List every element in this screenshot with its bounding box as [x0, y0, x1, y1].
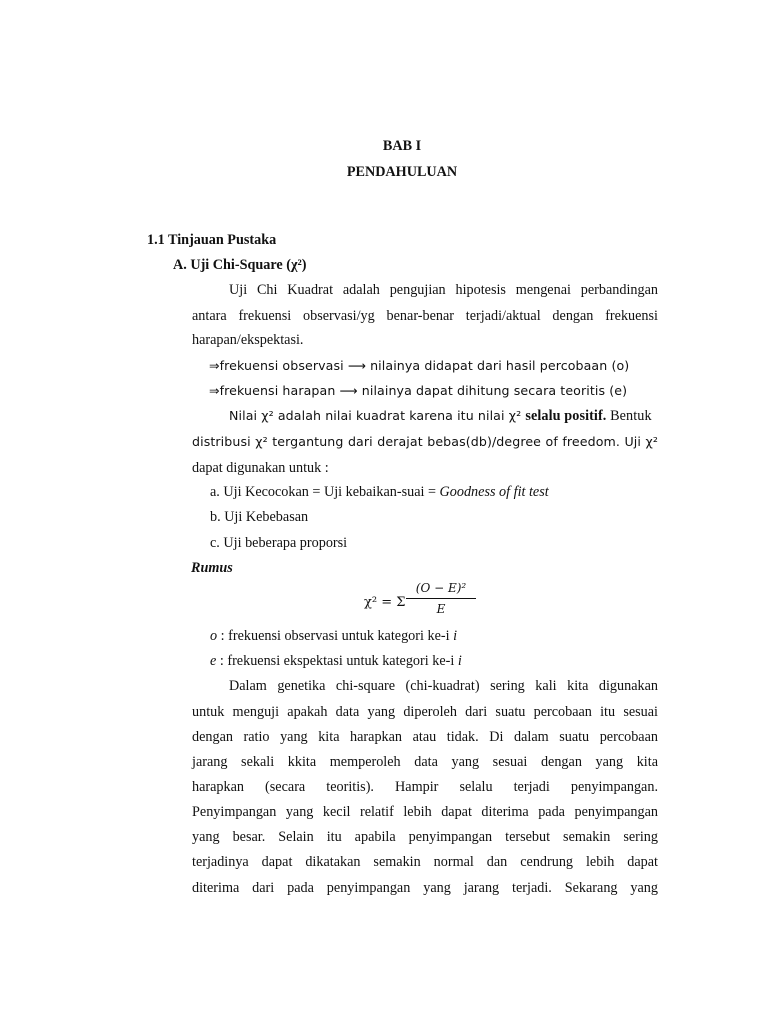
genetics-line-8: terjadinya dapat dikatakan semakin normal dan cendrung lebih dapat — [192, 854, 658, 870]
formula-denominator: E — [436, 602, 446, 616]
fraction-bar — [406, 598, 476, 599]
genetics-line-1: Dalam genetika chi-square (chi-kuadrat) sering kali kita digunakan — [229, 678, 658, 694]
definition-o-index: i — [453, 628, 458, 644]
definition-o-symbol: o — [210, 628, 218, 644]
chi-positive-bold: selalu positif. — [525, 408, 607, 424]
genetics-line-7: yang besar. Selain itu apabila penyimpangan tersebut semakin sering — [192, 829, 658, 845]
use-item-b: b. Uji Kebebasan — [210, 509, 309, 525]
definition-o-text: : frekuensi observasi untuk kategori ke-i — [217, 628, 454, 644]
chi-distribution-line: distribusi χ² tergantung dari derajat bebas(db)/degree of freedom. Uji χ² — [192, 434, 658, 449]
formula-fraction — [406, 580, 476, 617]
intro-line-3: harapan/ekspektasi. — [192, 332, 304, 348]
genetics-line-5: harapkan (secara teoritis). Hampir selalu terjadi penyimpangan. — [192, 779, 658, 795]
genetics-line-2: untuk menguji apakah data yang diperoleh dari suatu percobaan itu sesuai — [192, 704, 658, 720]
intro-line-1: Uji Chi Kuadrat adalah pengujian hipotesis mengenai perbandingan — [229, 282, 658, 298]
chapter-title: PENDAHULUAN — [346, 164, 458, 180]
use-item-c: c. Uji beberapa proporsi — [210, 535, 348, 551]
use-item-a-italic: Goodness of fit test — [439, 484, 549, 500]
use-item-a — [210, 482, 549, 502]
chi-positive-line — [229, 406, 652, 426]
genetics-line-6: Penyimpangan yang kecil relatif lebih dapat diterima pada penyimpangan — [192, 804, 658, 820]
formula-numerator: (O − E)² — [415, 581, 467, 595]
definition-o — [210, 626, 457, 646]
observed-frequency-note: ⇒frekuensi observasi ⟶ nilainya didapat dari hasil percobaan (o) — [209, 358, 630, 373]
chi-positive-post: Bentuk — [606, 408, 652, 424]
genetics-line-4: jarang sekali kkita memperoleh data yang sesuai dengan yang kita — [192, 754, 658, 770]
definition-e-symbol: e — [210, 653, 217, 669]
genetics-line-3: dengan ratio yang kita harapkan atau tidak. Di dalam suatu percobaan — [192, 729, 658, 745]
intro-line-2: antara frekuensi observasi/yg benar-benar terjadi/aktual dengan frekuensi — [192, 308, 658, 324]
definition-e-text: : frekuensi ekspektasi untuk kategori ke-i — [216, 653, 458, 669]
expected-frequency-note: ⇒frekuensi harapan ⟶ nilainya dapat dihitung secara teoritis (e) — [209, 383, 628, 398]
definition-e — [210, 651, 462, 671]
section-heading: 1.1 Tinjauan Pustaka — [147, 232, 277, 248]
chapter-number: BAB I — [382, 138, 422, 154]
chi-positive-pre: Nilai χ² adalah nilai kuadrat karena itu nilai χ² — [229, 408, 526, 423]
genetics-line-9: diterima dari pada penyimpangan yang jarang terjadi. Sekarang yang — [192, 880, 658, 896]
formula-lhs: χ² = Σ — [364, 595, 406, 610]
chi-square-formula — [364, 580, 474, 622]
use-item-a-label: a. Uji Kecocokan = Uji kebaikan-suai = — [210, 484, 440, 500]
definition-e-index: i — [457, 653, 462, 669]
subsection-heading: A. Uji Chi-Square (χ²) — [173, 257, 307, 273]
formula-label: Rumus — [191, 560, 233, 576]
chi-uses-intro: dapat digunakan untuk : — [192, 460, 329, 476]
